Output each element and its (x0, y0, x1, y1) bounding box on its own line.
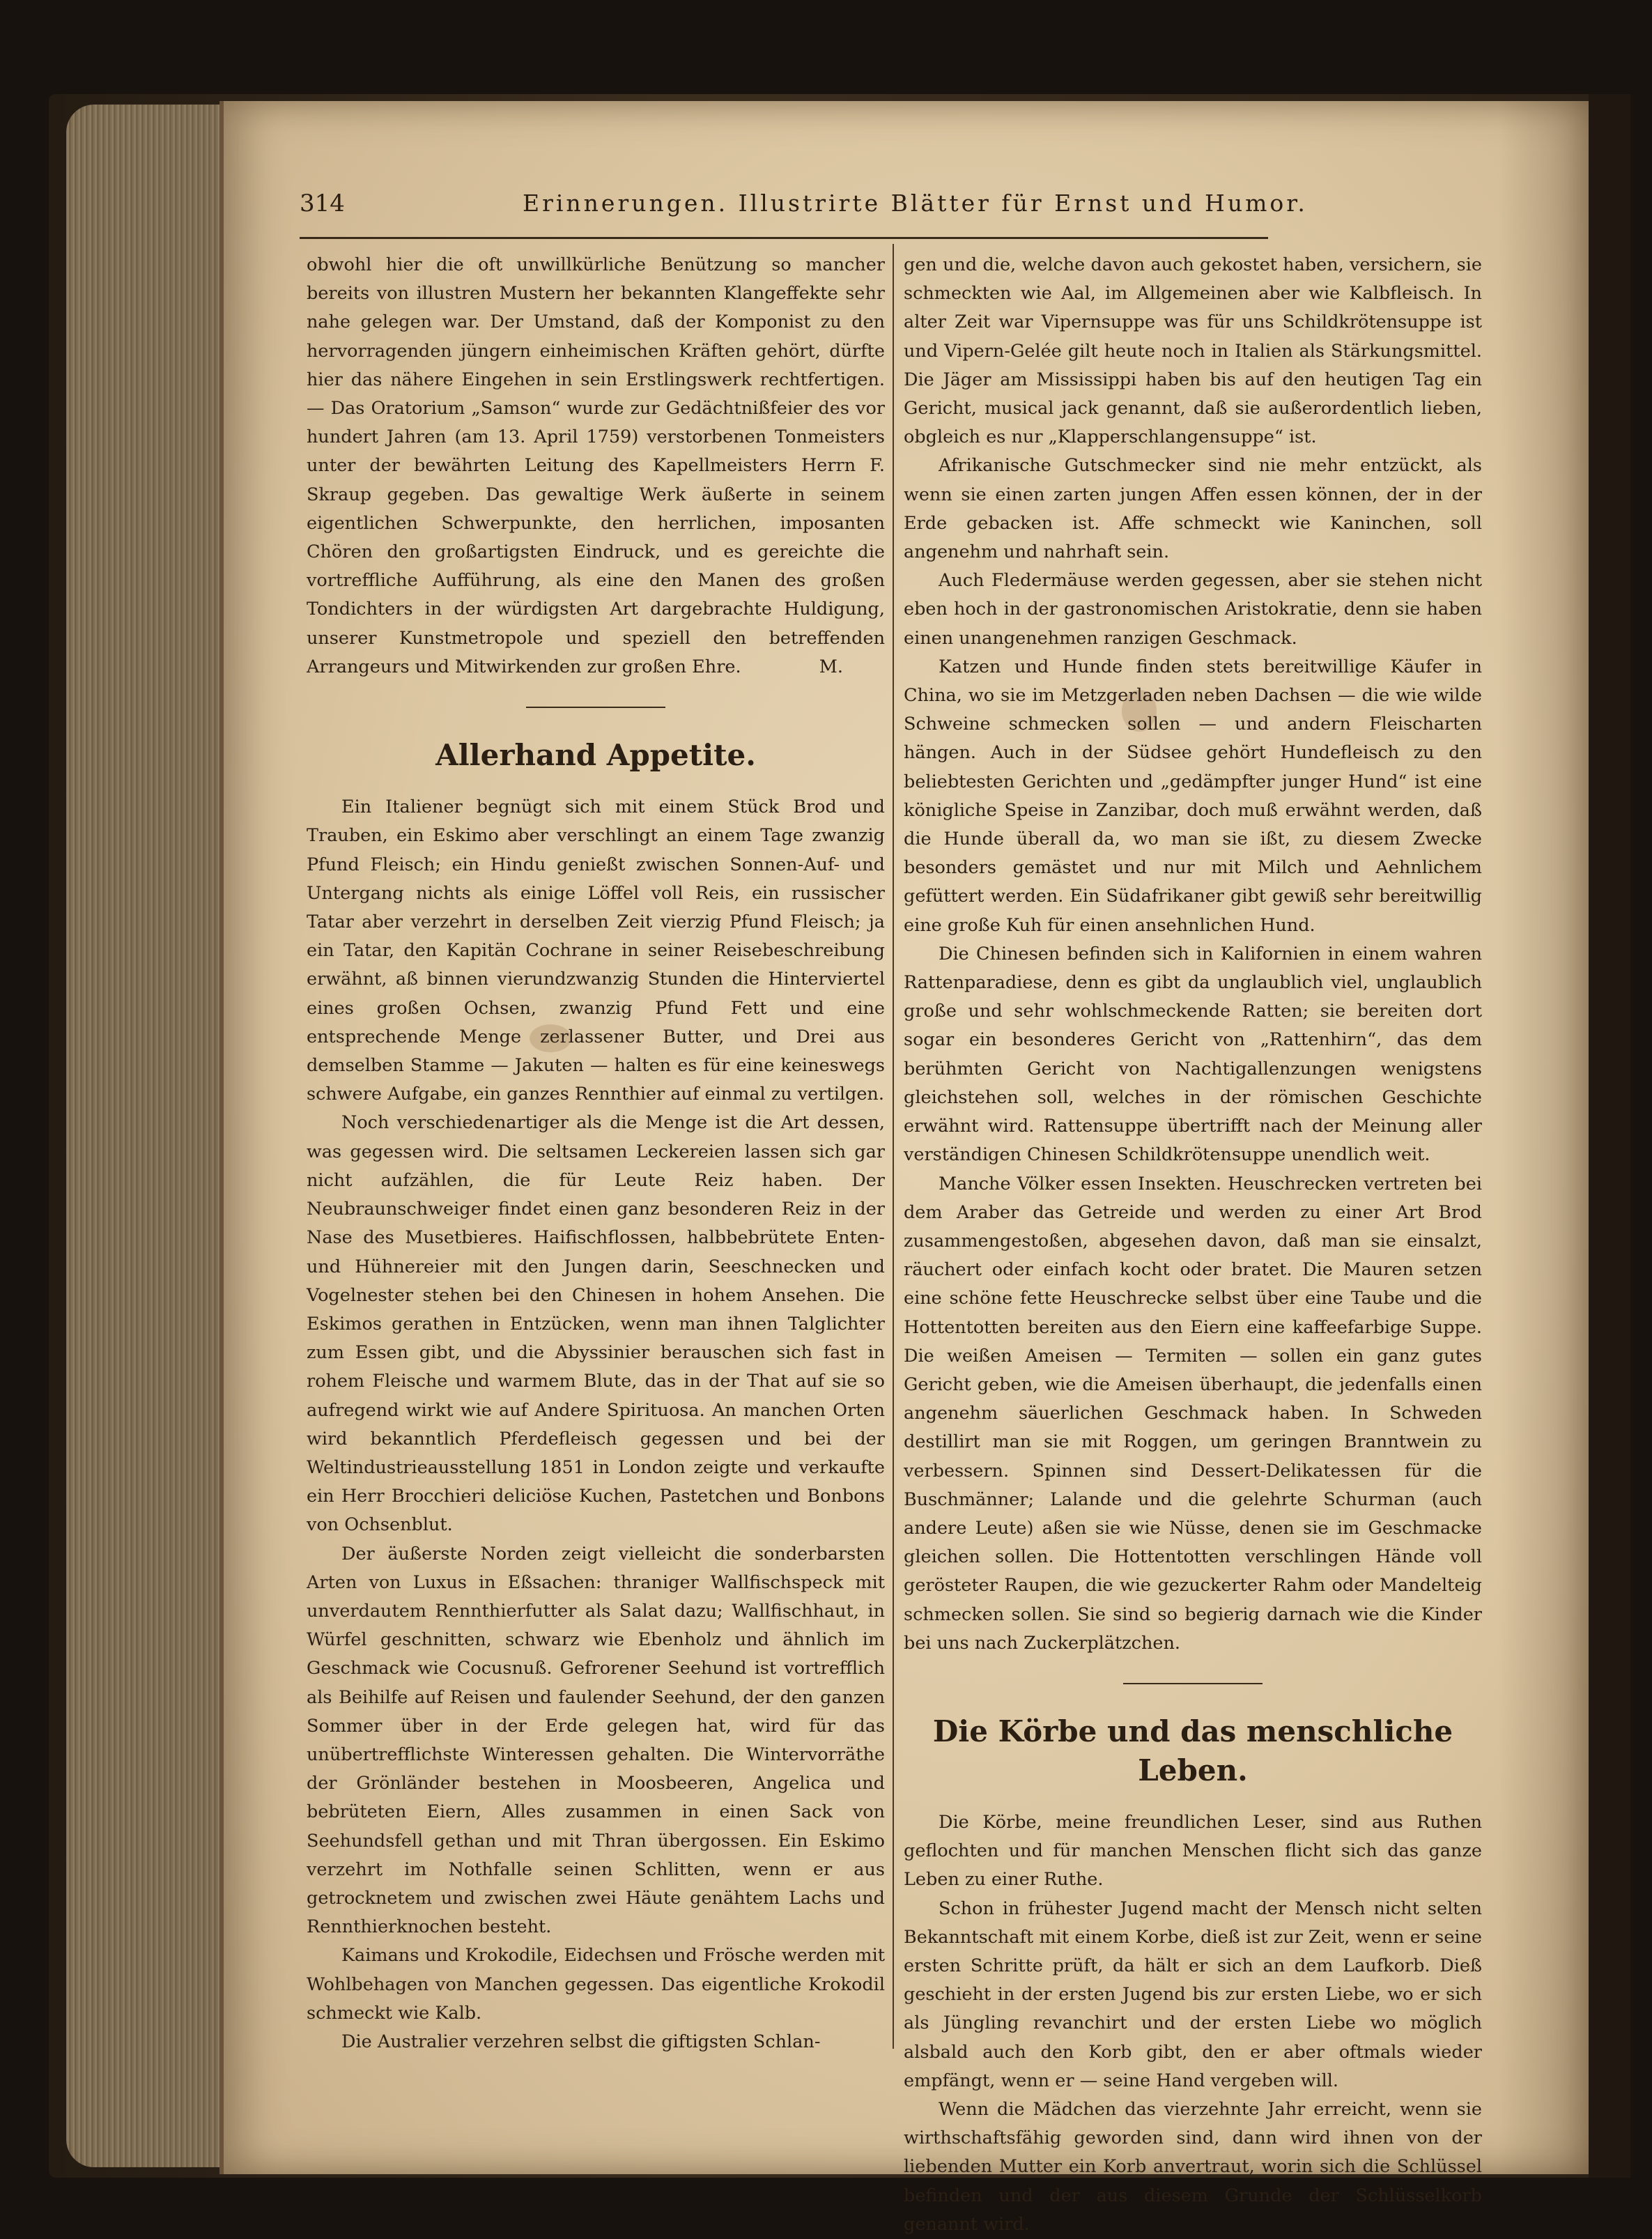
running-head (300, 188, 1308, 227)
body-paragraph: Der äußerste Norden zeigt vielleicht die sonderbarsten Arten von Luxus in Eßsachen: thraniger Wallfischspeck mit unverdautem Rennthierfutter als Salat dazu; Wallfischhaut, in Würfel geschnitten, schwarz wie Ebenholz und ähnlich im Geschmack wie Cocusnuß. Gefrorener Seehund ist vortrefflich als Beihilfe auf Reisen und faulender Seehund, der den ganzen Sommer über in der Erde gelegen hat, wird für das unübertrefflichste Winteressen gehalten. Die Wintervorräthe der Grönländer bestehen in Moosbeeren, Angelica und bebrüteten Eiern, Alles zusammen in einen Sack von Seehundsfell gethan und mit Thran übergossen. Ein Eskimo verzehrt im Nothfalle seinen Schlitten, wenn er aus getrocknetem und zwischen zwei Häute genähtem Lachs und Rennthierknochen besteht. (307, 1543, 885, 1938)
body-paragraph: Schon in frühester Jugend macht der Mensch nicht selten Bekanntschaft mit einem Korbe, dieß ist zur Zeit, wenn er seine ersten Schritte prüft, da hält er sich an dem Laufkorb. Dieß geschieht in der ersten Jugend bis zur ersten Liebe, wo er sich als Jüngling revanchirt und der ersten Liebe wo möglich alsbald auch den Korb gibt, den er aber oftmals wieder empfängt, wenn er — seine Hand vergeben will. (904, 1898, 1482, 2091)
section-separator (1123, 1683, 1263, 1684)
intro-paragraph: obwohl hier die oft unwillkürliche Benützung so mancher bereits von illustren Mustern her bekannten Klangeffekte sehr nahe gelegen war. Der Umstand, daß der Komponist zu den hervorragenden jüngern einheimischen Kräften gehört, dürfte hier das nähere Eingehen in sein Erstlingswerk rechtfertigen. — Das Oratorium „Samson“ wurde zur Gedächtnißfeier des vor hundert Jahren (am 13. April 1759) verstorbenen Tonmeisters unter der bewährten Leitung des Kapellmeisters Herrn F. Skraup gegeben. Das gewaltige Werk äußerte in seinem eigentlichen Schwerpunkte, den herrlichen, imposanten Chören den großartigsten Eindruck, und es gereichte die vortreffliche Aufführung, als eine den Manen des großen Tondichters in der würdigsten Art dargebrachte Huldigung, unserer Kunstmetropole und speziell den betreffenden Arrangeurs und Mitwirkenden zur großen Ehre. (307, 254, 885, 677)
left-column (307, 251, 885, 2056)
body-paragraph: Afrikanische Gutschmecker sind nie mehr entzückt, als wenn sie einen zarten jungen Affen essen können, der in der Erde gebacken ist. Affe schmeckt wie Kaninchen, soll angenehm und nahrhaft sein. (904, 455, 1482, 563)
page-number: 314 (300, 190, 345, 217)
page-edges (66, 105, 233, 2167)
column-divider (893, 244, 894, 2049)
journal-title: Erinnerungen. Illustrirte Blätter für Ernst und Humor. (523, 190, 1308, 217)
body-paragraph: Manche Völker essen Insekten. Heuschrecken vertreten bei dem Araber das Getreide und werden zu einer Art Brod zusammengestoßen, abgesehen davon, daß man sie einsalzt, räuchert oder einfach kocht oder bratet. Die Mauren setzen eine schöne fette Heuschrecke selbst über eine Taube und die Hottentotten bereiten aus den Eiern eine kaffeefarbige Suppe. Die weißen Ameisen — Termiten — sollen ein ganz gutes Gericht geben, wie die Ameisen überhaupt, die jedenfalls einen angenehm säuerlichen Geschmack haben. In Schweden destillirt man sie mit Roggen, um geringen Branntwein zu verbessern. Spinnen sind Dessert-Delikatessen für die Buschmänner; Lalande und die gelehrte Schurman (auch andere Leute) aßen sie wie Nüsse, denen sie im Geschmacke gleichen sollen. Die Hottentotten verschlingen Hände voll gerösteter Raupen, die wie gezuckerter Rahm oder Mandelteig schmecken sollen. Sie sind so begierig darnach wie die Kinder bei uns nach Zuckerplätzchen. (904, 1173, 1482, 1654)
body-paragraph: Katzen und Hunde finden stets bereitwillige Käufer in China, wo sie im Metzgerladen neben Dachsen — die wie wilde Schweine schmecken sollen — und andern Fleischarten hängen. Auch in der Südsee gehört Hundefleisch zu den beliebtesten Gerichten und „gedämpfter junger Hund“ ist eine königliche Speise in Zanzibar, doch muß erwähnt werden, daß die Hunde überall da, wo man sie ißt, zu diesem Zwecke besonders gemästet und nur mit Milch und Aehnlichem gefüttert werden. Ein Südafrikaner gibt gewiß sehr bereitwillig eine große Kuh für einen ansehnlichen Hund. (904, 656, 1482, 936)
body-paragraph: Wenn die Mädchen das vierzehnte Jahr erreicht, wenn sie wirthschaftsfähig geworden sind, dann wird ihnen von der liebenden Mutter ein Korb anvertraut, worin sich die Schlüssel befinden und der aus diesem Grunde der Schlüsselkorb genannt wird. (904, 2098, 1482, 2235)
article-title: Allerhand Appetite. (435, 738, 756, 773)
header-rule (300, 237, 1268, 239)
facing-page-edge (1589, 94, 1630, 2178)
article-title: Die Körbe und das menschliche Leben. (932, 1714, 1453, 1787)
body-paragraph: Ein Italiener begnügt sich mit einem Stück Brod und Trauben, ein Eskimo aber verschlingt an einem Tage zwanzig Pfund Fleisch; ein Hindu genießt zwischen Sonnen-Auf- und Untergang nichts als einige Löffel voll Reis, ein russischer Tatar aber verzehrt in derselben Zeit vierzig Pfund Fleisch; ja ein Tatar, den Kapitän Cochrane in seiner Reisebeschreibung erwähnt, aß binnen vierundzwanzig Stunden die Hinterviertel eines großen Ochsen, zwanzig Pfund Fett und eine entsprechende Menge zerlassener Butter, und Drei aus demselben Stamme — Jakuten — halten es für eine keineswegs schwere Aufgabe, ein ganzes Rennthier auf einmal zu vertilgen. (307, 797, 885, 1105)
right-column (904, 251, 1482, 2239)
body-paragraph: Die Chinesen befinden sich in Kalifornien in einem wahren Rattenparadiese, denn es gibt da unglaublich viel, unglaublich große und sehr wohlschmeckende Ratten; sie bereiten dort sogar ein besonderes Gericht von „Rattenhirn“, das dem berühmten Gericht von Nachtigallenzungen wenigstens gleichstehen soll, welches in der römischen Geschichte erwähnt wird. Rattensuppe übertrifft nach der Meinung aller verständigen Chinesen Schildkrötensuppe unendlich weit. (904, 943, 1482, 1166)
section-separator (526, 707, 665, 708)
body-paragraph: Kaimans und Krokodile, Eidechsen und Frösche werden mit Wohlbehagen von Manchen gegessen. Das eigentliche Krokodil schmeckt wie Kalb. (307, 1945, 885, 2024)
author-signature: M. (819, 656, 843, 678)
body-paragraph: Die Körbe, meine freundlichen Leser, sind aus Ruthen geflochten und für manchen Menschen flicht sich das ganze Leben zu einer Ruthe. (904, 1811, 1482, 1891)
page-shadow (1498, 101, 1589, 2174)
body-paragraph: Auch Fledermäuse werden gegessen, aber sie stehen nicht eben hoch in der gastronomischen Aristokratie, denn sie haben einen unangenehmen ranzigen Geschmack. (904, 570, 1482, 649)
body-paragraph: Noch verschiedenartiger als die Menge ist die Art dessen, was gegessen wird. Die seltsamen Leckereien lassen sich gar nicht aufzählen, die für Leute Reiz haben. Der Neubraunschweiger findet einen ganz besonderen Reiz in der Nase des Musetbieres. Haifischflossen, halbbebrütete Enten- und Hühnereier mit den Jungen darin, Seeschnecken und Vogelnester stehen bei den Chinesen in hohem Ansehen. Die Eskimos gerathen in Entzücken, wenn man ihnen Talglichter zum Essen gibt, und die Abyssinier berauschen sich fast in rohem Fleische und warmem Blute, das in der That auf sie so aufregend wirkt wie auf Andere Spirituosa. An manchen Orten wird bekanntlich Pferdefleisch gegessen und bei der Weltindustrieausstellung 1851 in London zeigte und verkaufte ein Herr Brocchieri deliciöse Kuchen, Pastetchen und Bonbons von Ochsenblut. (307, 1112, 885, 1536)
body-paragraph: gen und die, welche davon auch gekostet haben, versichern, sie schmeckten wie Aal, im Allgemeinen aber wie Kalbfleisch. In alter Zeit war Vipernsuppe was für uns Schildkrötensuppe ist und Vipern-Gelée gilt heute noch in Italien als Stärkungsmittel. Die Jäger am Mississippi haben bis auf den heutigen Tag ein Gericht, musical jack genannt, daß sie außerordentlich lieben, obgleich es nur „Klapperschlangensuppe“ ist. (904, 254, 1482, 448)
body-paragraph: Die Australier verzehren selbst die giftigsten Schlan- (341, 2031, 821, 2052)
